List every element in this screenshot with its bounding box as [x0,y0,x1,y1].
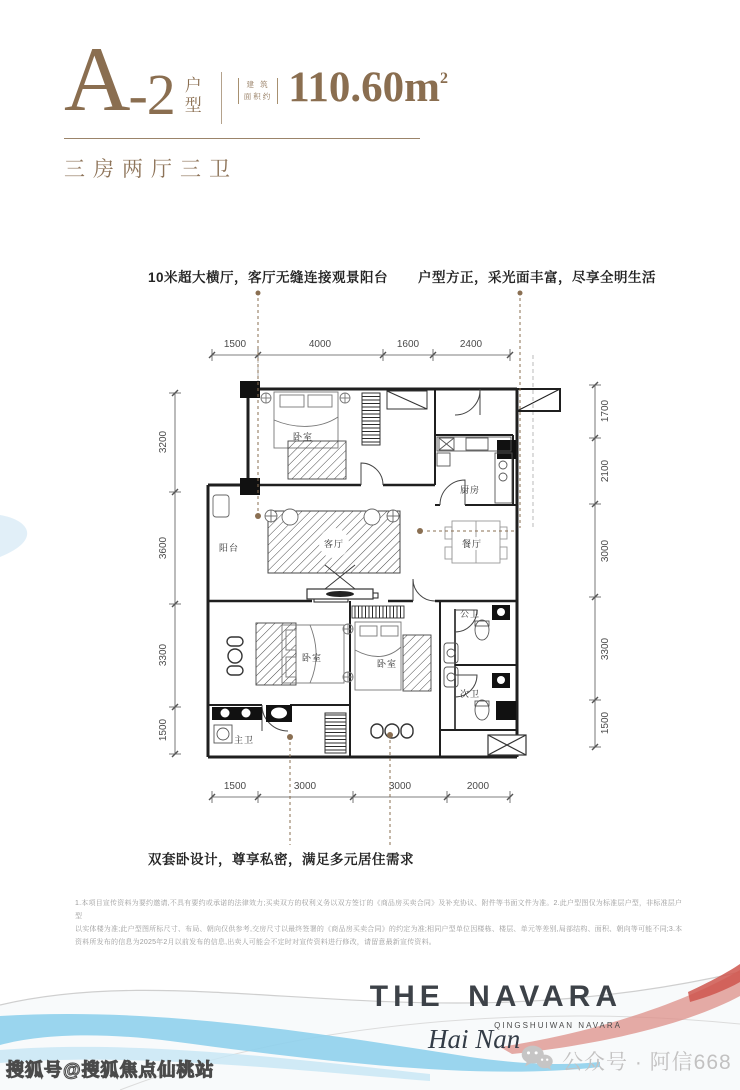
dim-label: 1600 [396,339,420,350]
dim-label: 2000 [466,781,490,792]
dim-label: 1500 [158,718,169,742]
brand-subtitle: QINGSHUIWAN NAVARA [494,1021,622,1030]
dim-label: 3200 [158,430,169,454]
leader-dot [387,732,393,738]
dim-label: 2400 [459,339,483,350]
unit-number: -2 [128,62,175,127]
room-label-dining: 餐厅 [461,539,483,549]
disclaimer-line: 1.本项目宣传资料为要约邀请,不具有要约或承诺的法律效力;买卖双方的权利义务以双方签订的《商品房买卖合同》及补充协议、附件等书面文件为准。2.此户型图仅为标准层户型，非标准层户型 [75,900,683,920]
disclaimer [75,897,689,949]
dim-label: 3000 [293,781,317,792]
elevator [488,735,526,755]
room-label-living: 客厅 [323,539,345,549]
dim-label: 3300 [158,643,169,667]
unit-letter: A [64,28,129,130]
area-value: $110.60m^2$ [288,64,448,111]
room-label-bedroom-left: 卧室 [301,653,323,663]
annotation-bedrooms: 双套卧设计，尊享私密，满足多元居住需求 [148,852,414,867]
dim-label: 4000 [308,339,332,350]
room-label-bedroom-top: 卧室 [292,432,314,442]
sohu-watermark: 搜狐号@搜狐焦点仙桃站 [6,1060,215,1080]
bedroom-mid-furniture [352,606,431,691]
brand-block [370,980,622,1030]
dimension-right [589,382,611,750]
dim-label: 3300 [600,637,611,661]
unit-type-label: 户 型 [184,76,203,115]
dim-label: 3000 [600,539,611,563]
dim-label: 3600 [158,536,169,560]
disclaimer-line: 资料所发布的信息为2025年2月以前发布的信息,出卖人可能会不定时对宣传资料进行修改，请留意最新宣传资料。 [75,939,437,946]
header [64,28,448,183]
area-tag: 建 筑 面积约 [238,78,279,104]
annotation-light: 户型方正，采光面丰富，尽享全明生活 [418,270,656,285]
leader-dot [256,291,261,296]
disclaimer-line: 以实体楼为准;此户型图所标尺寸、布局、朝向仅供参考,交房尺寸以最终签署的《商品房买卖合同》的约定为准;相同户型单位因楼栋、楼层、单元等差别,局部结构、面积、朝向等可能不同;3.本 [75,926,683,933]
dimension-top [209,339,513,361]
living-furniture [265,509,400,599]
unit-title-row [64,28,448,130]
wardrobe [362,393,380,445]
room-label-balcony: 阳台 [218,543,240,553]
leader-dot [417,528,423,534]
header-rule [64,138,420,139]
entry-cabinet [387,391,427,409]
shaft-hatched [325,713,346,753]
dim-label: 1500 [223,339,247,350]
room-label-bedroom-mid: 卧室 [376,659,398,669]
brand-name: THE NAVARA [369,980,622,1013]
dim-label: 2100 [600,459,611,483]
dim-label: 1500 [600,711,611,735]
room-label-bath-public: 公卫 [459,609,481,619]
wechat-row [520,1044,732,1077]
leader-dot [255,513,261,519]
wechat-icon [520,1044,554,1077]
room-label-bath-second: 次卫 [459,689,481,699]
layout-subtitle: 三房两厅三卫 [64,158,238,181]
floorplan [140,325,640,815]
bath-public-fixtures [475,605,510,640]
balcony-furniture [213,495,229,517]
vertical-divider [221,72,222,124]
dim-label: 1700 [600,399,611,423]
dimension-left [158,390,181,757]
dimension-bottom [209,781,513,803]
room-label-kitchen: 厨房 [459,485,481,495]
leader-dot [518,291,523,296]
wechat-label: 公众号 · 阿信668 [562,1050,732,1074]
leisure-table [227,637,243,675]
area-superscript: 2 [439,70,448,87]
dim-label: 3000 [388,781,412,792]
dim-label: 1500 [223,781,247,792]
brand-region: Hai Nan [428,1024,521,1054]
room-label-bath-master: 主卫 [233,735,255,745]
leader-dot [287,734,293,740]
annotation-living: 10米超大横厅，客厅无缝连接观景阳台 [148,270,389,285]
